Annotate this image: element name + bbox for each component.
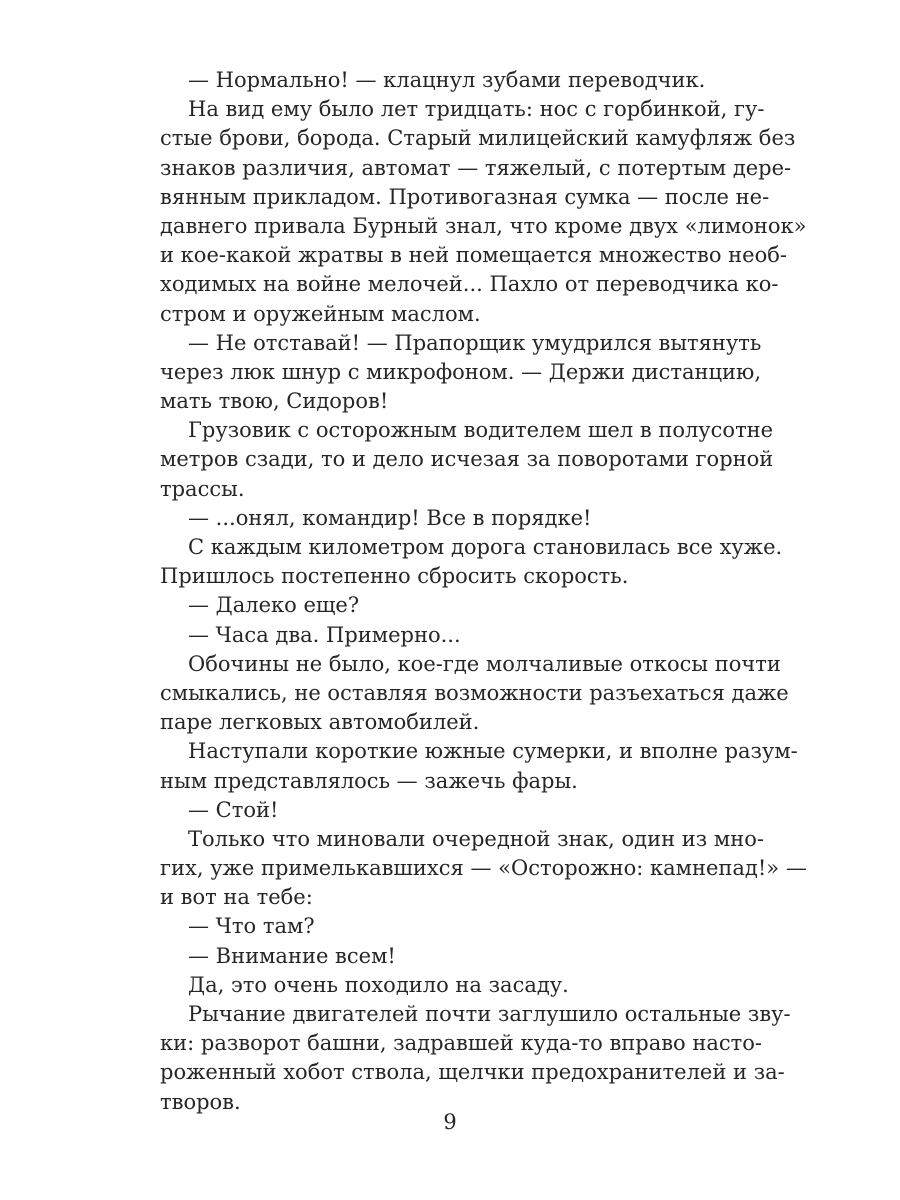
text-line: роженный хобот ствола, щелчки предохранителей и за- <box>160 1060 785 1085</box>
text-line: ки: разворот башни, задравшей куда-то вправо насто- <box>160 1031 762 1056</box>
text-line: — Нормально! — клацнул зубами переводчик. <box>188 68 706 92</box>
body-text <box>160 66 807 1117</box>
text-line: — ...онял, командир! Все в порядке! <box>188 505 592 530</box>
text-line: — Часа два. Примерно... <box>188 622 461 647</box>
text-line: смыкались, не оставляя возможности разъехаться даже <box>160 680 789 705</box>
text-line: мать твою, Сидоров! <box>160 389 389 414</box>
text-line: Только что миновали очередной знак, один из мно- <box>188 826 764 851</box>
text-line: знаков различия, автомат — тяжелый, с потертым дере- <box>160 155 792 180</box>
text-line: — Далеко еще? <box>188 593 360 618</box>
text-line: Пришлось постепенно сбросить скорость. <box>160 564 629 589</box>
text-line: вянным прикладом. Противогазная сумка — после не- <box>160 184 770 209</box>
text-line: через люк шнур с микрофоном. — Держи дистанцию, <box>160 359 762 384</box>
text-line: — Не отставай! — Прапорщик умудрился вытянуть <box>188 330 762 355</box>
text-line: метров сзади, то и дело исчезая за поворотами горной <box>160 447 774 472</box>
text-line: На вид ему было лет тридцать: нос с горбинкой, гу- <box>188 97 765 122</box>
text-line: Да, это очень походило на засаду. <box>188 972 569 997</box>
text-line: Грузовик с осторожным водителем шел в полусотне <box>188 418 774 443</box>
text-line: — Что там? <box>188 914 315 939</box>
text-line: гих, уже примелькавшихся — «Осторожно: камнепад!» — <box>160 856 807 881</box>
text-line: — Внимание всем! <box>188 943 396 968</box>
text-line: и вот на тебе: <box>160 885 313 910</box>
text-line: творов. <box>160 1089 241 1114</box>
text-line: Рычание двигателей почти заглушило остальные зву- <box>188 1002 791 1026</box>
text-line: трассы. <box>160 476 245 501</box>
text-line: стром и оружейным маслом. <box>160 301 481 326</box>
text-line: — Стой! <box>188 797 279 822</box>
text-line: ходимых на войне мелочей... Пахло от переводчика ко- <box>160 272 779 297</box>
page-number: 9 <box>443 1110 457 1134</box>
text-line: паре легковых автомобилей. <box>160 710 480 735</box>
text-line: Наступали короткие южные сумерки, и вполне разум- <box>188 739 798 764</box>
text-line: ным представлялось — зажечь фары. <box>160 768 578 793</box>
text-line: давнего привала Бурный знал, что кроме двух «лимонок» <box>160 213 807 238</box>
text-line: С каждым километром дорога становилась все хуже. <box>188 535 783 559</box>
text-line: стые брови, борода. Старый милицейский камуфляж без <box>160 126 796 151</box>
text-line: и кое-какой жратвы в ней помещается множество необ- <box>160 243 787 268</box>
text-line: Обочины не было, кое-где молчаливые откосы почти <box>188 651 781 676</box>
